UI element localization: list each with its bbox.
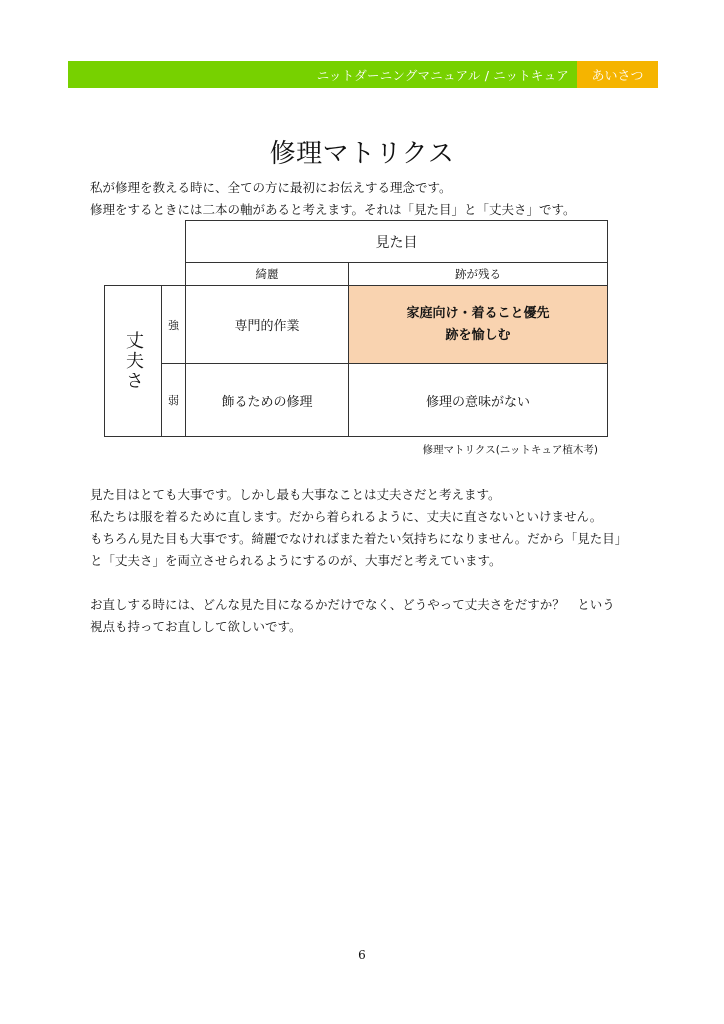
body-line: お直しする時には、どんな見た目になるかだけでなく、どうやって丈夫さをだすか？ という — [90, 597, 615, 612]
header-bar — [68, 61, 658, 88]
body-text — [90, 484, 627, 638]
row-weak-label: 弱 — [161, 363, 186, 437]
looks-axis-label: 見た目 — [185, 220, 608, 263]
page-title: 修理マトリクス — [269, 139, 455, 170]
cell-strong-neat: 専門的作業 — [185, 285, 349, 364]
body-line: 見た目はとても大事です。しかし最も大事なことは丈夫さだと考えます。 — [90, 487, 501, 502]
column-neat: 綺麗 — [185, 262, 349, 286]
cell-strong-trace — [348, 285, 608, 364]
body-line: 視点も持ってお直しして欲しいです。 — [90, 619, 302, 634]
matrix-caption: 修理マトリクス(ニットキュア植木考) — [422, 444, 598, 456]
cell-strong-trace-line2: 跡を愉しむ — [445, 327, 511, 343]
durability-axis-label: 丈夫さ — [104, 285, 162, 437]
intro-line: 修理をするときには二本の軸があると考えます。それは「見た目」と「丈夫さ」です。 — [90, 202, 576, 217]
cell-weak-neat: 飾るための修理 — [185, 363, 349, 437]
page-number: 6 — [358, 948, 366, 962]
cell-weak-trace: 修理の意味がない — [348, 363, 608, 437]
manual-title: ニットダーニングマニュアル / ニットキュア — [316, 67, 569, 83]
paragraph-gap — [90, 572, 627, 594]
section-tab[interactable]: あいさつ — [577, 61, 658, 88]
body-line: もちろん見た目も大事です。綺麗でなければまた着たい気持ちになりません。だから「見た目」 — [90, 531, 628, 546]
body-line: と「丈夫さ」を両立させられるようにするのが、大事だと考えています。 — [90, 553, 502, 568]
column-trace: 跡が残る — [348, 262, 608, 286]
body-line: 私たちは服を着るために直します。だから着られるように、丈夫に直さないといけません。 — [90, 509, 603, 524]
row-strong-label: 強 — [161, 285, 186, 364]
intro-line: 私が修理を教える時に、全ての方に最初にお伝えする理念です。 — [90, 180, 452, 195]
intro-text — [90, 177, 576, 221]
cell-strong-trace-line1: 家庭向け・着ること優先 — [406, 305, 550, 321]
